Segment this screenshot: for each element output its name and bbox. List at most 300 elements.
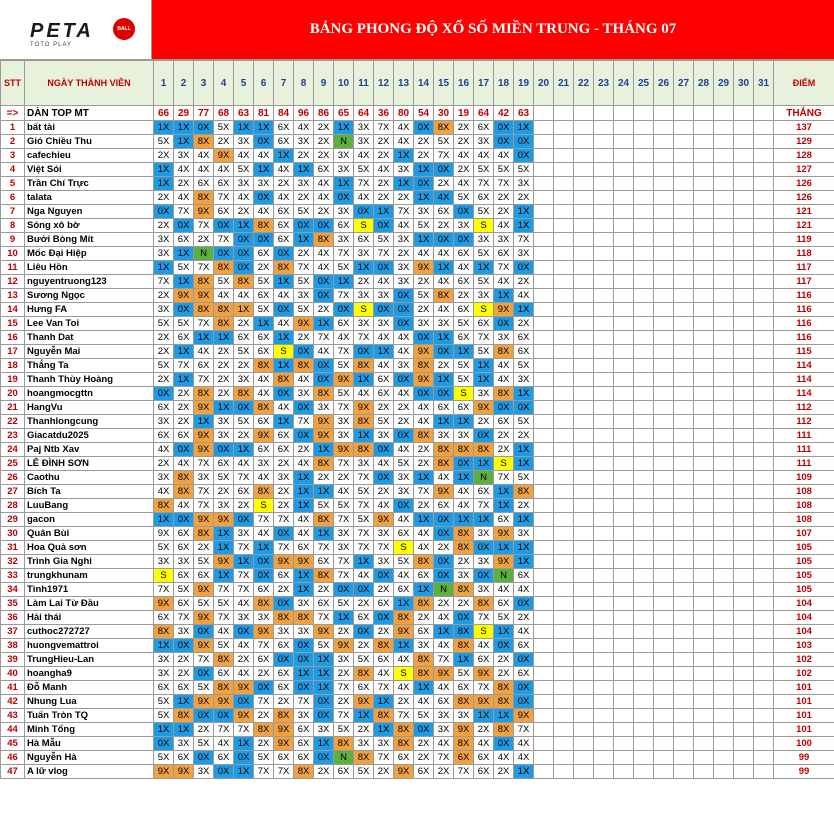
day-cell bbox=[674, 583, 694, 597]
day-cell: 1X bbox=[314, 527, 334, 541]
day-cell bbox=[654, 401, 674, 415]
row-stt: 18 bbox=[1, 359, 25, 373]
day-cell bbox=[714, 695, 734, 709]
day-cell: 5X bbox=[454, 667, 474, 681]
day-cell bbox=[554, 401, 574, 415]
day-cell bbox=[654, 443, 674, 457]
day-cell: S bbox=[274, 345, 294, 359]
day-cell bbox=[534, 625, 554, 639]
day-cell bbox=[534, 317, 554, 331]
day-cell: 2X bbox=[214, 135, 234, 149]
day-cell: 4X bbox=[194, 345, 214, 359]
day-cell bbox=[614, 149, 634, 163]
day-cell bbox=[534, 457, 554, 471]
day-cell bbox=[734, 513, 754, 527]
member-score: 109 bbox=[774, 471, 834, 485]
top-label: DÀN TOP MT bbox=[25, 106, 154, 121]
row-stt: 27 bbox=[1, 485, 25, 499]
day-cell: 5X bbox=[194, 737, 214, 751]
day-cell: 8X bbox=[254, 723, 274, 737]
day-cell: 0X bbox=[334, 583, 354, 597]
member-name: huongvemattroi bbox=[25, 639, 154, 653]
header-day-1: 1 bbox=[154, 61, 174, 106]
day-cell: 0X bbox=[234, 625, 254, 639]
day-cell: 8X bbox=[474, 443, 494, 457]
day-cell: 0X bbox=[514, 401, 534, 415]
day-cell: 0X bbox=[294, 345, 314, 359]
row-stt: 41 bbox=[1, 681, 25, 695]
day-cell bbox=[554, 219, 574, 233]
day-cell: 4X bbox=[414, 415, 434, 429]
day-cell: 0X bbox=[174, 639, 194, 653]
day-cell: 2X bbox=[234, 653, 254, 667]
day-cell: 6X bbox=[454, 331, 474, 345]
day-cell: 4X bbox=[254, 373, 274, 387]
day-cell: 9X bbox=[394, 765, 414, 779]
day-cell: 2X bbox=[174, 653, 194, 667]
day-cell bbox=[734, 443, 754, 457]
member-row bbox=[1, 555, 834, 569]
day-cell: 8X bbox=[514, 485, 534, 499]
day-cell: 3X bbox=[214, 499, 234, 513]
day-cell: 9X bbox=[414, 345, 434, 359]
day-cell bbox=[634, 653, 654, 667]
day-cell: 3X bbox=[294, 135, 314, 149]
member-name: Làm Lai Từ Đầu bbox=[25, 597, 154, 611]
day-cell bbox=[554, 611, 574, 625]
day-cell: 7X bbox=[234, 569, 254, 583]
member-name: Nga Nguyen bbox=[25, 205, 154, 219]
day-cell bbox=[634, 135, 654, 149]
day-cell bbox=[574, 541, 594, 555]
day-cell: 0X bbox=[494, 737, 514, 751]
day-cell: 6X bbox=[174, 233, 194, 247]
day-cell: 9X bbox=[194, 695, 214, 709]
day-cell: 3X bbox=[354, 247, 374, 261]
member-row bbox=[1, 373, 834, 387]
day-cell: 6X bbox=[434, 401, 454, 415]
day-cell: 8X bbox=[314, 387, 334, 401]
day-cell bbox=[634, 387, 654, 401]
day-cell bbox=[574, 415, 594, 429]
day-cell bbox=[734, 373, 754, 387]
day-cell: 6X bbox=[374, 597, 394, 611]
day-cell bbox=[554, 583, 574, 597]
member-row bbox=[1, 149, 834, 163]
day-cell bbox=[694, 527, 714, 541]
member-name: cafechieu bbox=[25, 149, 154, 163]
member-score: 101 bbox=[774, 709, 834, 723]
day-cell: 1X bbox=[294, 233, 314, 247]
day-cell: 7X bbox=[334, 555, 354, 569]
day-cell: 5X bbox=[474, 247, 494, 261]
day-cell: 9X bbox=[194, 289, 214, 303]
day-cell: 4X bbox=[334, 331, 354, 345]
day-cell bbox=[534, 233, 554, 247]
day-cell: 5X bbox=[354, 653, 374, 667]
day-cell: 4X bbox=[394, 135, 414, 149]
day-cell bbox=[654, 751, 674, 765]
day-cell: 4X bbox=[394, 653, 414, 667]
day-cell bbox=[614, 583, 634, 597]
day-cell bbox=[634, 247, 654, 261]
day-cell bbox=[674, 345, 694, 359]
day-cell bbox=[714, 163, 734, 177]
day-cell: 2X bbox=[354, 597, 374, 611]
top-value bbox=[594, 106, 614, 121]
day-cell bbox=[674, 597, 694, 611]
day-cell bbox=[534, 135, 554, 149]
day-cell bbox=[594, 275, 614, 289]
row-stt: 16 bbox=[1, 331, 25, 345]
top-value: 30 bbox=[434, 106, 454, 121]
day-cell bbox=[654, 317, 674, 331]
day-cell: 7X bbox=[254, 513, 274, 527]
day-cell: 6X bbox=[494, 597, 514, 611]
day-cell bbox=[734, 681, 754, 695]
day-cell: 1X bbox=[234, 303, 254, 317]
day-cell: 7X bbox=[334, 569, 354, 583]
day-cell bbox=[574, 345, 594, 359]
day-cell bbox=[594, 583, 614, 597]
member-row bbox=[1, 331, 834, 345]
day-cell bbox=[534, 541, 554, 555]
row-stt: 15 bbox=[1, 317, 25, 331]
day-cell bbox=[614, 303, 634, 317]
day-cell bbox=[634, 163, 654, 177]
day-cell bbox=[714, 233, 734, 247]
day-cell: 3X bbox=[294, 709, 314, 723]
day-cell bbox=[654, 247, 674, 261]
day-cell bbox=[754, 513, 774, 527]
day-cell: 8X bbox=[274, 261, 294, 275]
day-cell: 0X bbox=[474, 569, 494, 583]
day-cell: 6X bbox=[254, 415, 274, 429]
day-cell: 3X bbox=[334, 163, 354, 177]
day-cell bbox=[754, 541, 774, 555]
top-value bbox=[574, 106, 594, 121]
day-cell: 4X bbox=[174, 191, 194, 205]
day-cell: 3X bbox=[474, 527, 494, 541]
row-stt: 43 bbox=[1, 709, 25, 723]
day-cell: 7X bbox=[334, 513, 354, 527]
day-cell: 4X bbox=[234, 289, 254, 303]
member-score: 126 bbox=[774, 177, 834, 191]
day-cell bbox=[534, 289, 554, 303]
day-cell: 4X bbox=[514, 625, 534, 639]
day-cell: 2X bbox=[154, 191, 174, 205]
top-value: 63 bbox=[514, 106, 534, 121]
day-cell: 3X bbox=[474, 289, 494, 303]
day-cell bbox=[694, 415, 714, 429]
day-cell bbox=[614, 191, 634, 205]
day-cell: 0X bbox=[254, 681, 274, 695]
day-cell: 0X bbox=[374, 569, 394, 583]
day-cell: 7X bbox=[254, 695, 274, 709]
day-cell: 3X bbox=[354, 121, 374, 135]
day-cell bbox=[694, 485, 714, 499]
day-cell bbox=[534, 555, 554, 569]
row-stt: 14 bbox=[1, 303, 25, 317]
day-cell bbox=[734, 135, 754, 149]
day-cell: 5X bbox=[354, 765, 374, 779]
row-stt: 6 bbox=[1, 191, 25, 205]
day-cell bbox=[634, 443, 654, 457]
day-cell bbox=[674, 191, 694, 205]
day-cell bbox=[734, 737, 754, 751]
day-cell: 2X bbox=[354, 723, 374, 737]
day-cell: 2X bbox=[214, 387, 234, 401]
day-cell: 1X bbox=[214, 541, 234, 555]
day-cell bbox=[534, 583, 554, 597]
day-cell: 6X bbox=[234, 331, 254, 345]
day-cell: 3X bbox=[334, 653, 354, 667]
day-cell: 0X bbox=[434, 527, 454, 541]
day-cell bbox=[574, 191, 594, 205]
day-cell bbox=[554, 317, 574, 331]
day-cell: 5X bbox=[494, 611, 514, 625]
day-cell: 7X bbox=[274, 513, 294, 527]
day-cell: 7X bbox=[194, 499, 214, 513]
day-cell: 5X bbox=[474, 205, 494, 219]
member-row bbox=[1, 653, 834, 667]
day-cell: 9X bbox=[434, 485, 454, 499]
day-cell: 5X bbox=[334, 597, 354, 611]
day-cell bbox=[714, 289, 734, 303]
day-cell: 4X bbox=[234, 597, 254, 611]
day-cell: 1X bbox=[314, 443, 334, 457]
day-cell: 1X bbox=[374, 723, 394, 737]
day-cell: 9X bbox=[194, 429, 214, 443]
day-cell: 1X bbox=[294, 471, 314, 485]
day-cell bbox=[694, 247, 714, 261]
day-cell bbox=[754, 765, 774, 779]
day-cell: 8X bbox=[254, 597, 274, 611]
day-cell: 8X bbox=[174, 485, 194, 499]
day-cell: 3X bbox=[434, 723, 454, 737]
day-cell: 6X bbox=[154, 611, 174, 625]
day-cell: 8X bbox=[214, 317, 234, 331]
day-cell: 7X bbox=[314, 611, 334, 625]
day-cell bbox=[694, 471, 714, 485]
day-cell bbox=[614, 219, 634, 233]
member-name: Mốc Đại Hiệp bbox=[25, 247, 154, 261]
day-cell bbox=[574, 765, 594, 779]
day-cell: 8X bbox=[274, 709, 294, 723]
day-cell: 9X bbox=[254, 429, 274, 443]
day-cell: 3X bbox=[394, 261, 414, 275]
day-cell bbox=[634, 527, 654, 541]
day-cell bbox=[574, 569, 594, 583]
day-cell: 2X bbox=[214, 359, 234, 373]
day-cell bbox=[654, 555, 674, 569]
top-result: THẮNG bbox=[774, 106, 834, 121]
day-cell: 3X bbox=[314, 723, 334, 737]
member-score: 107 bbox=[774, 527, 834, 541]
day-cell: 2X bbox=[514, 191, 534, 205]
day-cell: 2X bbox=[234, 499, 254, 513]
day-cell bbox=[534, 373, 554, 387]
day-cell: 4X bbox=[294, 513, 314, 527]
day-cell bbox=[694, 205, 714, 219]
day-cell bbox=[634, 303, 654, 317]
member-name: gacon bbox=[25, 513, 154, 527]
day-cell bbox=[674, 611, 694, 625]
day-cell bbox=[694, 317, 714, 331]
day-cell: 7X bbox=[254, 765, 274, 779]
day-cell: 0X bbox=[374, 261, 394, 275]
day-cell: N bbox=[434, 583, 454, 597]
day-cell: 2X bbox=[374, 177, 394, 191]
day-cell: S bbox=[474, 303, 494, 317]
day-cell: 7X bbox=[474, 681, 494, 695]
day-cell: 4X bbox=[234, 191, 254, 205]
day-cell: 2X bbox=[374, 583, 394, 597]
day-cell: 2X bbox=[494, 667, 514, 681]
day-cell bbox=[554, 639, 574, 653]
day-cell: 7X bbox=[494, 471, 514, 485]
header-day-7: 7 bbox=[274, 61, 294, 106]
header-day-13: 13 bbox=[394, 61, 414, 106]
day-cell: 3X bbox=[374, 317, 394, 331]
day-cell bbox=[594, 555, 614, 569]
member-name: Hà Mẫu bbox=[25, 737, 154, 751]
day-cell: 1X bbox=[494, 499, 514, 513]
day-cell: 9X bbox=[194, 401, 214, 415]
member-score: 116 bbox=[774, 289, 834, 303]
day-cell: 8X bbox=[354, 415, 374, 429]
day-cell: 0X bbox=[254, 135, 274, 149]
day-cell bbox=[594, 331, 614, 345]
day-cell: 6X bbox=[454, 751, 474, 765]
header-day-15: 15 bbox=[434, 61, 454, 106]
day-cell: 2X bbox=[494, 443, 514, 457]
day-cell: 8X bbox=[314, 513, 334, 527]
day-cell: 3X bbox=[374, 555, 394, 569]
header-day-28: 28 bbox=[694, 61, 714, 106]
day-cell: 8X bbox=[194, 387, 214, 401]
day-cell: 0X bbox=[454, 457, 474, 471]
row-stt: 45 bbox=[1, 737, 25, 751]
day-cell: 0X bbox=[154, 737, 174, 751]
day-cell: 3X bbox=[494, 331, 514, 345]
day-cell bbox=[654, 709, 674, 723]
day-cell bbox=[574, 709, 594, 723]
day-cell: 3X bbox=[474, 555, 494, 569]
day-cell: 1X bbox=[514, 443, 534, 457]
day-cell bbox=[554, 625, 574, 639]
day-cell: 0X bbox=[314, 695, 334, 709]
day-cell: 7X bbox=[394, 709, 414, 723]
day-cell: 6X bbox=[154, 681, 174, 695]
member-row bbox=[1, 499, 834, 513]
day-cell bbox=[554, 135, 574, 149]
day-cell: 0X bbox=[374, 219, 394, 233]
header-stt: STT bbox=[1, 61, 25, 106]
day-cell: 3X bbox=[174, 149, 194, 163]
day-cell: 6X bbox=[154, 401, 174, 415]
day-cell bbox=[654, 471, 674, 485]
day-cell: 1X bbox=[314, 681, 334, 695]
day-cell bbox=[574, 401, 594, 415]
day-cell: 4X bbox=[214, 289, 234, 303]
row-stt: 37 bbox=[1, 625, 25, 639]
day-cell bbox=[734, 317, 754, 331]
day-cell bbox=[714, 471, 734, 485]
day-cell bbox=[754, 485, 774, 499]
day-cell: 1X bbox=[414, 583, 434, 597]
member-row bbox=[1, 429, 834, 443]
day-cell: 6X bbox=[174, 331, 194, 345]
day-cell bbox=[554, 695, 574, 709]
day-cell: 8X bbox=[254, 359, 274, 373]
day-cell bbox=[594, 191, 614, 205]
day-cell: 2X bbox=[394, 401, 414, 415]
day-cell: 5X bbox=[494, 163, 514, 177]
member-row bbox=[1, 541, 834, 555]
day-cell bbox=[654, 135, 674, 149]
member-name: Nhung Lua bbox=[25, 695, 154, 709]
day-cell: 8X bbox=[254, 485, 274, 499]
day-cell: 6X bbox=[254, 345, 274, 359]
day-cell bbox=[534, 359, 554, 373]
day-cell: 2X bbox=[154, 149, 174, 163]
day-cell: 3X bbox=[294, 597, 314, 611]
top-value bbox=[654, 106, 674, 121]
day-cell bbox=[714, 401, 734, 415]
day-cell: 2X bbox=[454, 597, 474, 611]
member-row bbox=[1, 765, 834, 779]
day-cell: 9X bbox=[494, 555, 514, 569]
day-cell bbox=[654, 261, 674, 275]
day-cell: 7X bbox=[174, 359, 194, 373]
day-cell: 9X bbox=[194, 611, 214, 625]
day-cell: 4X bbox=[154, 443, 174, 457]
day-cell: 0X bbox=[454, 205, 474, 219]
day-cell bbox=[554, 527, 574, 541]
day-cell bbox=[654, 177, 674, 191]
day-cell: 6X bbox=[474, 191, 494, 205]
day-cell: 6X bbox=[354, 611, 374, 625]
day-cell: 4X bbox=[374, 499, 394, 513]
day-cell: 1X bbox=[314, 653, 334, 667]
day-cell: 4X bbox=[174, 499, 194, 513]
member-row bbox=[1, 695, 834, 709]
day-cell: 1X bbox=[514, 387, 534, 401]
member-score: 111 bbox=[774, 429, 834, 443]
member-name: Tình1971 bbox=[25, 583, 154, 597]
day-cell bbox=[734, 471, 754, 485]
day-cell: 4X bbox=[154, 485, 174, 499]
member-row bbox=[1, 289, 834, 303]
day-cell bbox=[554, 289, 574, 303]
day-cell: 2X bbox=[274, 177, 294, 191]
day-cell bbox=[714, 359, 734, 373]
row-stt: 5 bbox=[1, 177, 25, 191]
day-cell: 3X bbox=[294, 177, 314, 191]
day-cell: 5X bbox=[214, 597, 234, 611]
day-cell: 1X bbox=[154, 723, 174, 737]
day-cell bbox=[574, 555, 594, 569]
day-cell: 0X bbox=[494, 135, 514, 149]
member-row bbox=[1, 625, 834, 639]
day-cell: 2X bbox=[494, 429, 514, 443]
day-cell bbox=[674, 681, 694, 695]
member-row bbox=[1, 737, 834, 751]
day-cell: 8X bbox=[414, 653, 434, 667]
day-cell: 2X bbox=[254, 261, 274, 275]
day-cell: 8X bbox=[294, 611, 314, 625]
